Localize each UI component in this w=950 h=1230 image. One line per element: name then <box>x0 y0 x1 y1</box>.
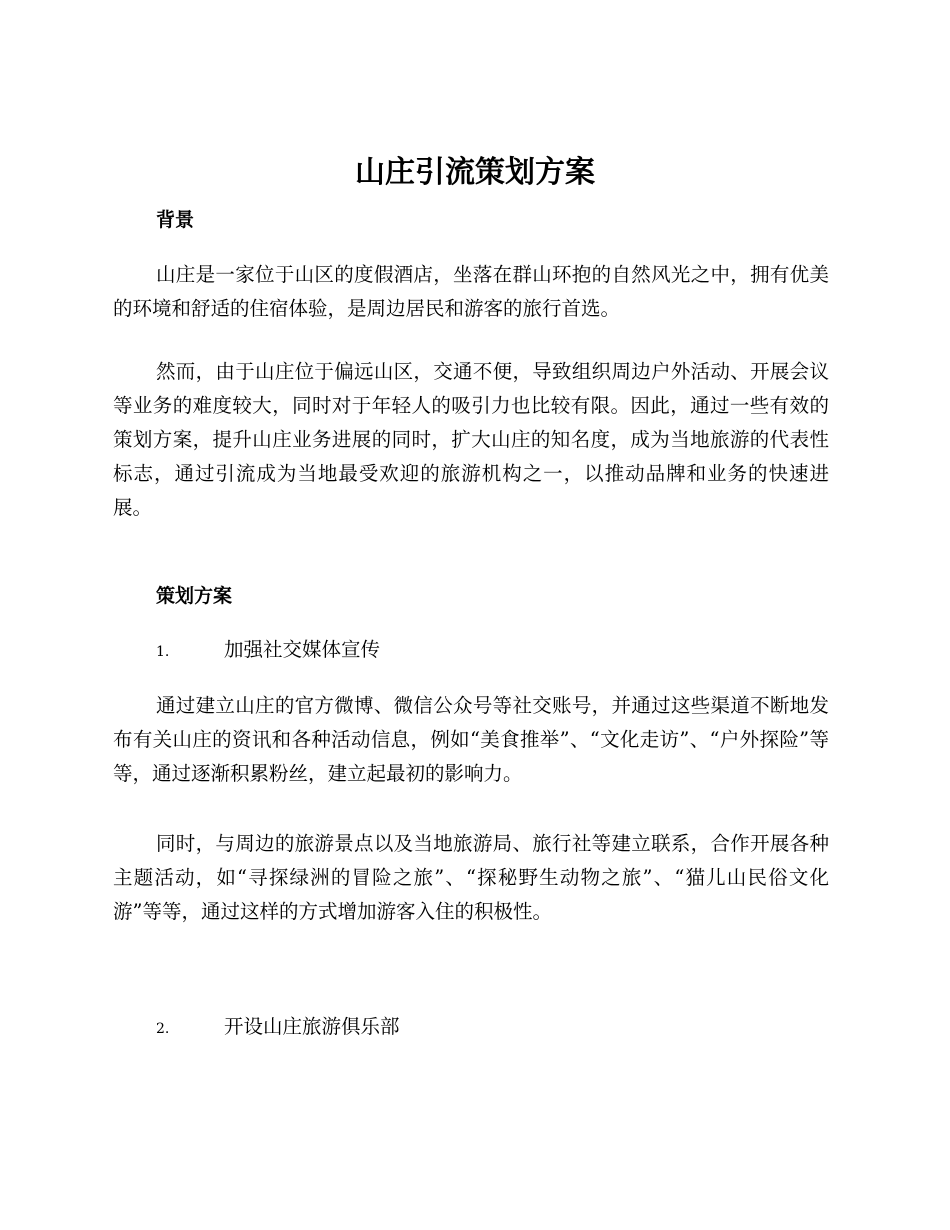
section-heading-background: 背景 <box>156 209 195 231</box>
list-number: 2. <box>156 1021 170 1037</box>
section-heading-plan: 策划方案 <box>156 585 233 607</box>
document-title: 山庄引流策划方案 <box>355 155 595 190</box>
list-item-label: 加强社交媒体宣传 <box>224 638 381 661</box>
plan-item-1-paragraph-2: 同时，与周边的旅游景点以及当地旅游局、旅行社等建立联系，合作开展各种主题活动，如“寻探绿洲的冒险之旅”、“探秘野生动物之旅”、“猫儿山民俗文化游”等等，通过这样的方式增加游客入住的积极性。 <box>113 832 829 923</box>
plan-item-1-paragraph-1: 通过建立山庄的官方微博、微信公众号等社交账号，并通过这些渠道不断地发布有关山庄的资讯和各种活动信息，例如“美食推举”、“文化走访”、“户外探险”等等，通过逐渐积累粉丝，建立起最初的影响力。 <box>113 694 829 785</box>
plan-list-item-2 <box>156 1012 756 1044</box>
plan-list-item-1 <box>156 635 756 667</box>
background-paragraph-1: 山庄是一家位于山区的度假酒店，坐落在群山环抱的自然风光之中，拥有优美的环境和舒适的住宿体验，是周边居民和游客的旅行首选。 <box>113 263 829 320</box>
list-number: 1. <box>156 644 170 660</box>
background-paragraph-2: 然而，由于山庄位于偏远山区，交通不便，导致组织周边户外活动、开展会议等业务的难度较大，同时对于年轻人的吸引力也比较有限。因此，通过一些有效的策划方案，提升山庄业务进展的同时，扩大山庄的知名度，成为当地旅游的代表性标志，通过引流成为当地最受欢迎的旅游机构之一，以推动品牌和业务的快速进展。 <box>113 360 829 519</box>
list-item-label: 开设山庄旅游俱乐部 <box>224 1015 400 1038</box>
